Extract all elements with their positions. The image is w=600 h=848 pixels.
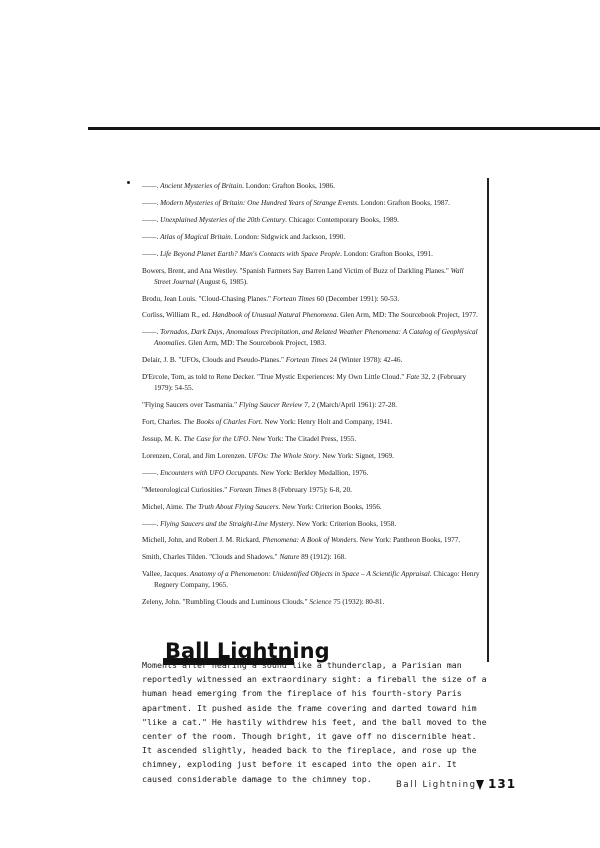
entry-rest: . Glen Arm, MD: The Sourcebook Project, 1983. (184, 339, 327, 348)
entry-rest: 75 (1932): 80-81. (331, 598, 385, 607)
entry-rest: . London: Grafton Books, 1991. (340, 249, 433, 258)
top-rule (88, 127, 600, 130)
bibliography-entry (142, 294, 482, 305)
bibliography-entry (142, 310, 482, 321)
entry-prefix: ——. (142, 232, 161, 241)
bibliography-entry (142, 597, 482, 608)
bibliography-entry (142, 569, 482, 590)
entry-prefix: Jessup, M. K. (142, 434, 184, 443)
entry-rest: . London: Grafton Books, 1986. (242, 182, 335, 190)
bibliography-entry (142, 535, 482, 546)
entry-rest: 7, 2 (March/April 1961): 27-28. (302, 400, 397, 409)
entry-title: Encounters with UFO Occupants (160, 468, 257, 477)
entry-title: Handbook of Unusual Natural Phenomena (212, 311, 337, 320)
bibliography-entry (142, 552, 482, 563)
entry-prefix: "Meteorological Curiosities." (142, 485, 230, 494)
entry-title: Phenomena: A Book of Wonders (262, 536, 357, 545)
entry-prefix: Michel, Aime. (142, 502, 186, 511)
entry-prefix: Zeleny, John. "Rumbling Clouds and Luminous Clouds." (142, 598, 310, 607)
entry-title: Flying Saucers and the Straight-Line Mystery (160, 519, 293, 528)
bibliography-entry (142, 266, 482, 287)
bibliography-entry (142, 417, 482, 428)
running-head: Ball Lightning (396, 780, 477, 790)
entry-title: Modern Mysteries of Britain: One Hundred Years of Strange Events (160, 198, 358, 207)
entry-rest: . London: Grafton Books, 1987. (357, 198, 450, 207)
bibliography-list (142, 181, 482, 614)
entry-rest: . Chicago: Contemporary Books, 1989. (285, 215, 399, 224)
entry-title: The Case for the UFO (183, 434, 249, 443)
bibliography-entry (142, 232, 482, 243)
entry-rest: 24 (Winter 1978): 42-46. (327, 356, 403, 365)
entry-title: UFOs: The Whole Story (248, 451, 319, 460)
entry-rest: . New York: Criterion Books, 1958. (292, 519, 397, 528)
side-rule (487, 178, 489, 662)
entry-prefix: Vallee, Jacques. (142, 570, 190, 579)
entry-title: The Truth About Flying Saucers (185, 502, 279, 511)
entry-rest: 32, 2 (February 1979): 54-55. (154, 373, 467, 392)
entry-rest: . Chicago: Henry Regnery Company, 1965. (154, 570, 480, 590)
bibliography-entry (142, 249, 482, 260)
entry-rest: 60 (December 1991): 50-53. (314, 294, 400, 303)
entry-prefix: ——. (142, 328, 161, 337)
entry-rest: 89 (1912): 168. (299, 553, 347, 562)
entry-title: Ancient Mysteries of Britain (160, 182, 243, 190)
entry-rest: . New York: Criterion Books, 1956. (278, 502, 382, 511)
entry-prefix: Delair, J. B. "UFOs, Clouds and Pseudo-Planes." (142, 356, 286, 365)
entry-rest: . New York: Berkley Medallion, 1976. (256, 468, 369, 477)
entry-prefix: ——. (142, 215, 161, 224)
bibliography-entry (142, 502, 482, 513)
bibliography-entry (142, 468, 482, 479)
entry-title: Fortean Times (229, 485, 272, 494)
bibliography-entry (142, 400, 482, 411)
entry-rest: 8 (February 1975): 6-8, 20. (271, 485, 352, 494)
entry-prefix: Michell, John, and Robert J. M. Rickard. (142, 536, 263, 545)
entry-prefix: ——. (142, 249, 161, 258)
entry-title: Fate (406, 373, 420, 382)
entry-prefix: Bowers, Brent, and Ana Westley. "Spanish Farmers Say Barren Land Victim of Buzz of Darkling Planes." (142, 266, 451, 275)
bibliography-entry (142, 215, 482, 226)
margin-dot (127, 181, 130, 184)
arrow-down-icon (476, 780, 484, 790)
entry-title: Life Beyond Planet Earth? Man's Contacts with Space People (160, 249, 341, 258)
entry-title: Unexplained Mysteries of the 20th Century (160, 215, 286, 224)
bibliography-entry (142, 434, 482, 445)
entry-prefix: Corliss, William R., ed. (142, 311, 213, 320)
entry-title: Flying Saucer Review (238, 400, 303, 409)
entry-title: Atlas of Magical Britain (160, 232, 231, 241)
entry-prefix: ——. (142, 198, 161, 207)
entry-prefix: Fort, Charles. (142, 417, 184, 426)
bibliography-entry (142, 451, 482, 462)
entry-prefix: "Flying Saucers over Tasmania." (142, 400, 239, 409)
bibliography-entry (142, 485, 482, 496)
bibliography-entry (142, 198, 482, 209)
entry-rest: . New York: The Citadel Press, 1955. (248, 434, 357, 443)
entry-title: Anatomy of a Phenomenon: Unidentified Objects in Space – A Scientific Appraisal (189, 570, 430, 579)
entry-rest: . New York: Pantheon Books, 1977. (356, 536, 461, 545)
entry-title: Wall Street Journal (154, 266, 464, 286)
bibliography-entry (142, 355, 482, 366)
entry-title: Science (309, 598, 332, 607)
entry-title: Nature (279, 553, 300, 562)
entry-prefix: D'Ercole, Tom, as told to Rene Decker. "True Mystic Experiences: My Own Little Cloud." (142, 373, 407, 382)
entry-title: Fortean Times (285, 356, 328, 365)
entry-rest: (August 6, 1985). (195, 277, 248, 286)
bibliography-entry (142, 519, 482, 530)
entry-title: The Books of Charles Fort (183, 417, 261, 426)
entry-prefix: Lorenzen, Coral, and Jim Lorenzen. (142, 451, 249, 460)
entry-rest: . New York: Signet, 1969. (318, 451, 394, 460)
entry-rest: . London: Sidgwick and Jackson, 1990. (230, 232, 346, 241)
entry-rest: . New York: Henry Holt and Company, 1941. (260, 417, 393, 426)
entry-prefix: ——. (142, 182, 161, 190)
entry-prefix: Brodu, Jean Louis. "Cloud-Chasing Planes." (142, 294, 273, 303)
page-number: 131 (488, 777, 517, 791)
entry-prefix: ——. (142, 468, 161, 477)
section-body: Moments after hearing a sound like a thunderclap, a Parisian man reportedly witnessed an extraordinary sight: a fireball the size of a human head emerging from the fireplace of his fourth-story Paris apartment. It pushed aside the frame covering and darted toward him "like a cat." He hastily withdrew his feet, and the ball moved to the center of the room. Though bright, it gave off no discernible heat. It ascended slightly, headed back to the fireplace, and rose up the chimney, exploding just before it escaped into the open air. It caused considerable damage to the chimney top. (142, 660, 487, 784)
bibliography-entry (142, 181, 482, 192)
entry-rest: . Glen Arm, MD: The Sourcebook Project, 1977. (336, 311, 478, 320)
entry-title: Tornados, Dark Days, Anomalous Precipitation, and Related Weather Phenomena: A Catalog of Geophysical Anomalies (154, 328, 478, 348)
entry-title: Fortean Times (272, 294, 315, 303)
bibliography-entry (142, 327, 482, 348)
section-heading: Ball Lightning (165, 639, 330, 663)
entry-prefix: Smith, Charles Tilden. "Clouds and Shadows." (142, 553, 280, 562)
entry-prefix: ——. (142, 519, 161, 528)
bibliography-entry (142, 372, 482, 393)
